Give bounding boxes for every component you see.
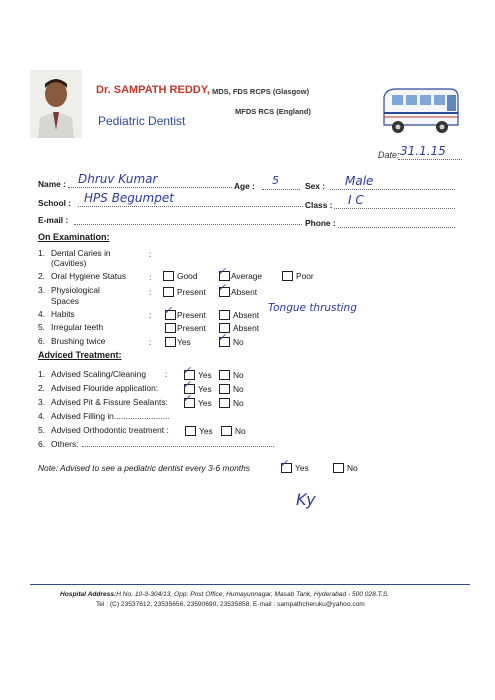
- address-text: H.No. 10-3-304/13, Opp: Post Office, Humayunnagar, Masab Tank, Hyderabad - 500 028.T.S.: [116, 591, 390, 598]
- advised-item-label: Advised Pit & Fissure Sealants:: [51, 397, 168, 407]
- specialty-title: Pediatric Dentist: [98, 114, 186, 128]
- advised-item-number: 3.: [38, 397, 45, 407]
- oral-hygiene-poor-checkbox[interactable]: [282, 271, 293, 281]
- phone-label: Phone :: [305, 218, 336, 228]
- sealants-no-checkbox[interactable]: [219, 398, 230, 408]
- option-label: No: [235, 426, 246, 436]
- option-label: Yes: [199, 426, 213, 436]
- sex-line: [330, 189, 455, 190]
- advised-item-number: 2.: [38, 383, 45, 393]
- name-value: Dhruv Kumar: [78, 172, 158, 186]
- contact-info: Tel : (C) 23537612, 23535656, 23590690, 23535858, E-mail : sampathcheruku@yahoo.com: [96, 601, 365, 608]
- school-label: School :: [38, 198, 72, 208]
- habits-absent-checkbox[interactable]: [219, 310, 230, 320]
- signature: Ky: [296, 490, 316, 509]
- option-label: Yes: [295, 463, 309, 473]
- advised-heading: Adviced Treatment:: [38, 350, 122, 360]
- option-label: Present: [177, 287, 206, 297]
- exam-item-label: Dental Caries in: [51, 248, 111, 258]
- school-value: HPS Begumpet: [84, 191, 174, 205]
- others-line: [82, 446, 274, 447]
- option-label: No: [347, 463, 358, 473]
- colon: :: [165, 369, 168, 379]
- footer-divider: [30, 584, 470, 585]
- exam-item-label: Oral Hygiene Status: [51, 271, 126, 281]
- name-line: [68, 187, 232, 188]
- option-label: No: [233, 384, 244, 394]
- phone-line: [338, 227, 455, 228]
- exam-item-label: Physiological: [51, 285, 100, 295]
- exam-item-number: 6.: [38, 336, 45, 346]
- date-label: Date:: [378, 150, 400, 160]
- doctor-name: Dr. SAMPATH REDDY,: [96, 84, 210, 96]
- option-label: Good: [177, 271, 198, 281]
- note-text: Note: Advised to see a pediatric dentist every 3-6 months: [38, 463, 250, 473]
- option-label: Present: [177, 310, 206, 320]
- colon: :: [149, 249, 152, 259]
- advised-item-label: Advised Orthodontic treatment :: [51, 425, 169, 435]
- advised-item-label: Advised Flouride application:: [51, 383, 159, 393]
- check-mark-icon: ✓: [217, 282, 227, 294]
- date-line: [398, 159, 462, 160]
- class-label: Class :: [305, 200, 333, 210]
- option-label: Absent: [231, 287, 258, 297]
- check-mark-icon: ✓: [217, 332, 227, 344]
- exam-item-number: 2.: [38, 271, 45, 281]
- exam-item-number: 1.: [38, 248, 45, 258]
- check-mark-icon: ✓: [182, 393, 192, 405]
- bus-logo: [378, 83, 462, 139]
- option-label: No: [233, 337, 244, 347]
- doctor-photo: [30, 70, 82, 138]
- exam-item-label: Habits: [51, 309, 75, 319]
- check-mark-icon: ✓: [182, 365, 192, 377]
- examination-heading: On Examination:: [38, 232, 110, 242]
- date-value: 31.1.15: [400, 144, 446, 158]
- email-line: [74, 224, 302, 225]
- advised-item-label: Others:: [51, 439, 79, 449]
- option-label: Poor: [296, 271, 314, 281]
- name-label: Name :: [38, 179, 66, 189]
- age-label: Age :: [234, 181, 255, 191]
- age-line: [262, 189, 300, 190]
- colon: :: [149, 310, 152, 320]
- exam-item-label-sub: Spaces: [51, 296, 79, 306]
- hospital-address: [60, 591, 389, 598]
- irregular-present-checkbox[interactable]: [165, 323, 176, 333]
- qualifications-line-2: MFDS RCS (England): [235, 107, 311, 116]
- check-mark-icon: ✓: [217, 266, 227, 278]
- ortho-no-checkbox[interactable]: [221, 426, 232, 436]
- ortho-yes-checkbox[interactable]: [185, 426, 196, 436]
- sex-label: Sex :: [305, 181, 326, 191]
- flouride-no-checkbox[interactable]: [219, 384, 230, 394]
- advised-item-number: 1.: [38, 369, 45, 379]
- colon: :: [149, 337, 152, 347]
- habit-note: Tongue thrusting: [268, 302, 357, 314]
- advised-item-number: 6.: [38, 439, 45, 449]
- exam-item-label: Irregular teeth: [51, 322, 104, 332]
- option-label: Present: [177, 323, 206, 333]
- address-label: Hospital Address:: [60, 591, 117, 598]
- age-value: 5: [272, 174, 279, 187]
- brushing-yes-checkbox[interactable]: [165, 337, 176, 347]
- advised-item-label: Advised Scaling/Cleaning: [51, 369, 146, 379]
- advised-item-number: 4.: [38, 411, 45, 421]
- check-mark-icon: ✓: [182, 379, 192, 391]
- note-no-checkbox[interactable]: [333, 463, 344, 473]
- spaces-present-checkbox[interactable]: [163, 287, 174, 297]
- class-line: [334, 208, 455, 209]
- option-label: Average: [231, 271, 263, 281]
- check-mark-icon: ✓: [279, 458, 289, 470]
- exam-item-label: Brushing twice: [51, 336, 106, 346]
- oral-hygiene-good-checkbox[interactable]: [163, 271, 174, 281]
- option-label: Yes: [177, 337, 191, 347]
- exam-item-label-sub: (Cavities): [51, 258, 87, 268]
- school-line: [78, 206, 303, 207]
- email-label: E-mail :: [38, 215, 69, 225]
- advised-item-number: 5.: [38, 425, 45, 435]
- option-label: Yes: [198, 384, 212, 394]
- option-label: Absent: [233, 310, 260, 320]
- exam-item-number: 4.: [38, 309, 45, 319]
- check-mark-icon: ✓: [163, 305, 173, 317]
- option-label: No: [233, 370, 244, 380]
- exam-item-number: 3.: [38, 285, 45, 295]
- colon: :: [149, 272, 152, 282]
- option-label: Yes: [198, 370, 212, 380]
- advised-item-label: Advised Filling in........................: [51, 411, 170, 421]
- colon: :: [149, 287, 152, 297]
- scaling-no-checkbox[interactable]: [219, 370, 230, 380]
- option-label: Absent: [233, 323, 260, 333]
- option-label: Yes: [198, 398, 212, 408]
- exam-item-number: 5.: [38, 322, 45, 332]
- option-label: No: [233, 398, 244, 408]
- qualifications-line-1: MDS, FDS RCPS (Glasgow): [212, 87, 310, 96]
- sex-value: Male: [345, 174, 374, 188]
- class-value: I C: [348, 193, 364, 207]
